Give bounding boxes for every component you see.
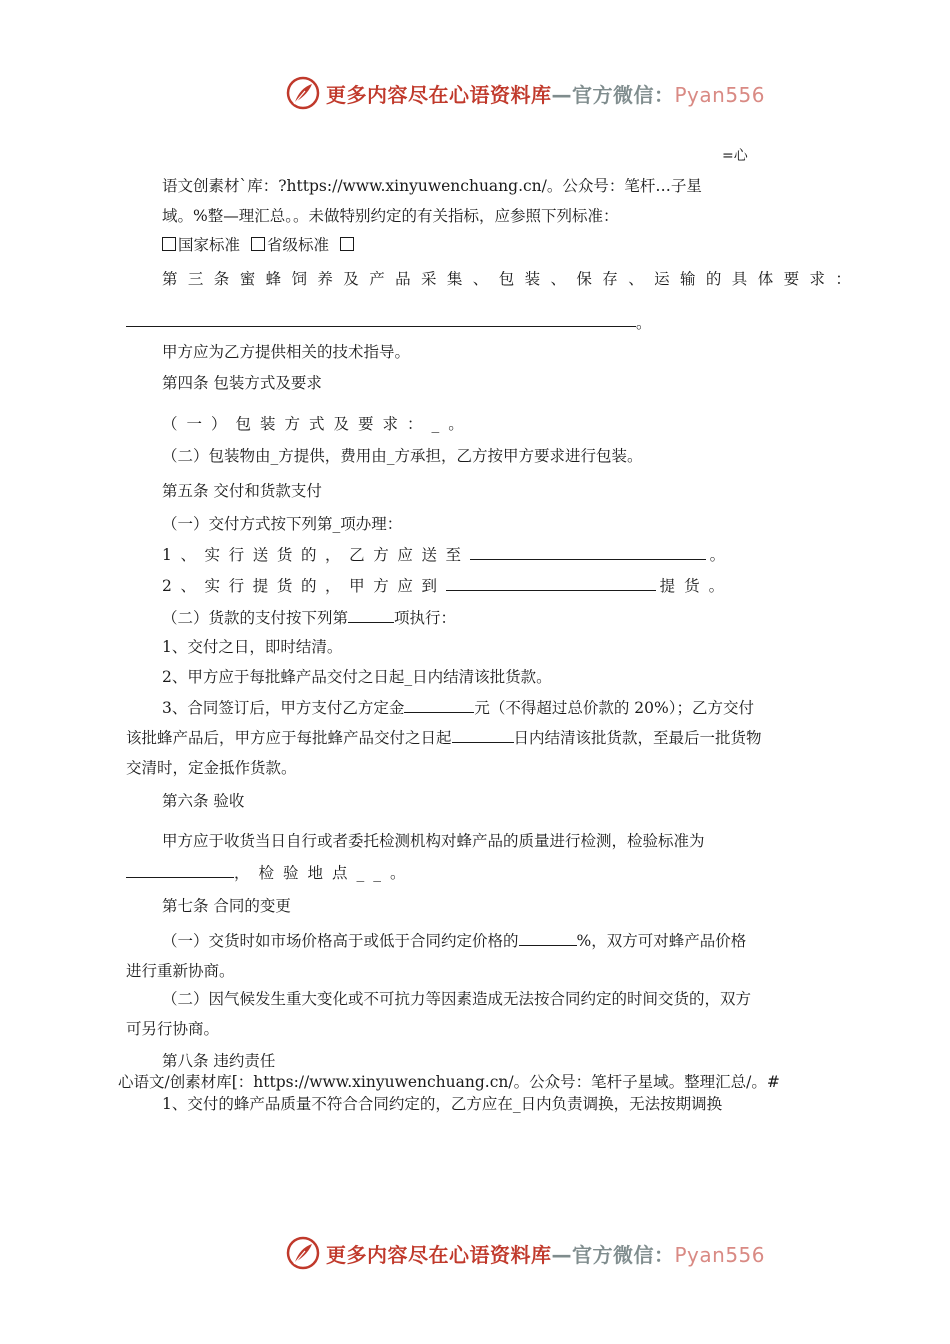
text-line-25: 进行重新协商。: [126, 962, 235, 980]
text-line-26: （二）因气候发生重大变化或不可抗力等因素造成无法按合同约定的时间交货的，双方: [162, 990, 752, 1008]
text-line-15: 1、交付之日，即时结清。: [162, 638, 343, 656]
line-5-end: 。: [636, 314, 652, 332]
line-17-post: 元（不得超过总价款的 20%）；乙方交付: [474, 699, 755, 717]
blank-pickup-location: [446, 574, 656, 591]
delivery-option-2-end: 提货。: [659, 577, 734, 595]
banner-wechat-id: Pyan556: [674, 82, 766, 107]
banner-text: [326, 1239, 765, 1268]
text-line-6: 甲方应为乙方提供相关的技术指导。: [162, 343, 411, 361]
option-provincial-label: 省级标准: [266, 236, 329, 254]
bottom-banner: [286, 1236, 765, 1270]
text-line-22: [126, 861, 415, 884]
banner-text: [326, 79, 765, 108]
blank-delivery-address: [470, 543, 706, 560]
delivery-option-2-text: 2、实行提货的，甲方应到: [162, 577, 446, 595]
banner-text-red: 更多内容尽在心语资料库: [326, 1242, 552, 1267]
text-line-8: （一）包装方式及要求：_。: [162, 415, 473, 433]
article-3-text: 第三条蜜蜂饲养及产品采集、包装、保存、运输的具体要求：: [162, 270, 862, 288]
line-18-post: 日内结清该批货款，至最后一批货物: [513, 729, 762, 747]
standard-options: [162, 234, 356, 256]
text-line-21: 甲方应于收货当日自行或者委托检测机构对蜂产品的质量进行检测，检验标准为: [162, 832, 705, 850]
text-line-19: 交清时，定金抵作货款。: [126, 759, 297, 777]
article-8-title: 第八条 违约责任: [162, 1052, 276, 1070]
blank-payment-days: [452, 726, 514, 743]
payment-heading-post: 项执行：: [394, 609, 457, 627]
text-line-27: 可另行协商。: [126, 1020, 220, 1038]
blank-price-percent: [519, 929, 577, 946]
blank-inspection-standard: [126, 861, 234, 878]
text-line-29: 心语文/创素材库[：https://www.xinyuwenchuang.cn/。公众号：笔杆子星域。整理汇总/。#: [118, 1073, 780, 1091]
line-24-post: %，双方可对蜂产品价格: [576, 932, 747, 950]
line-24-pre: （一）交货时如市场价格高于或低于合同约定价格的: [162, 932, 519, 950]
text-line-9: （二）包装物由_方提供，费用由_方承担，乙方按甲方要求进行包装。: [162, 447, 643, 465]
line-18-pre: 该批蜂产品后，甲方应于每批蜂产品交付之日起: [126, 729, 452, 747]
blank-deposit-amount: [404, 696, 474, 713]
text-line-11: （一）交付方式按下列第_项办理：: [162, 515, 403, 533]
banner-text-gray: 官方微信：: [572, 1242, 675, 1267]
delivery-option-2: [162, 574, 733, 597]
top-banner: [286, 76, 765, 110]
banner-text-red: 更多内容尽在心语资料库: [326, 82, 552, 107]
text-line-18: [126, 726, 762, 749]
option-national-label: 国家标准: [178, 236, 241, 254]
article-3-heading: [162, 268, 862, 290]
banner-text-gray: 官方微信：: [572, 82, 675, 107]
blank-line-requirements: [126, 326, 636, 327]
line-17-pre: 3、合同签订后，甲方支付乙方定金: [162, 699, 405, 717]
text-line-1: 语文创素材`库：?https://www.xinyuwenchuang.cn/。公众号：笔杆…子星: [162, 177, 702, 195]
line-22-post: ，检验地点__。: [234, 864, 415, 882]
payment-heading: [162, 606, 456, 629]
text-line-30: 1、交付的蜂产品质量不符合合同约定的，乙方应在_日内负责调换，无法按期调换: [162, 1095, 723, 1113]
text-line-16: 2、甲方应于每批蜂产品交付之日起_日内结清该批货款。: [162, 668, 552, 686]
article-7-title: 第七条 合同的变更: [162, 897, 291, 915]
text-line-24: [162, 929, 746, 952]
delivery-option-1-end: 。: [709, 546, 726, 564]
delivery-option-1-text: 1、实行送货的，乙方应送至: [162, 546, 470, 564]
banner-dash: —: [551, 82, 572, 107]
header-mark: =心: [722, 148, 748, 164]
checkbox-national: [162, 237, 176, 251]
checkbox-provincial: [251, 237, 265, 251]
text-line-2: 域。%整—理汇总。。未做特别约定的有关指标，应参照下列标准：: [162, 207, 619, 225]
payment-heading-pre: （二）货款的支付按下列第: [162, 609, 349, 627]
checkbox-other: [340, 237, 354, 251]
article-6-title: 第六条 验收: [162, 792, 245, 810]
article-5-title: 第五条 交付和货款支付: [162, 482, 322, 500]
text-line-17: [162, 696, 754, 719]
quill-logo-icon: [286, 1236, 320, 1270]
article-4-title: 第四条 包装方式及要求: [162, 374, 322, 392]
blank-payment-option: [348, 606, 394, 623]
delivery-option-1: [162, 543, 725, 566]
banner-wechat-id: Pyan556: [674, 1242, 766, 1267]
quill-logo-icon: [286, 76, 320, 110]
banner-dash: —: [551, 1242, 572, 1267]
